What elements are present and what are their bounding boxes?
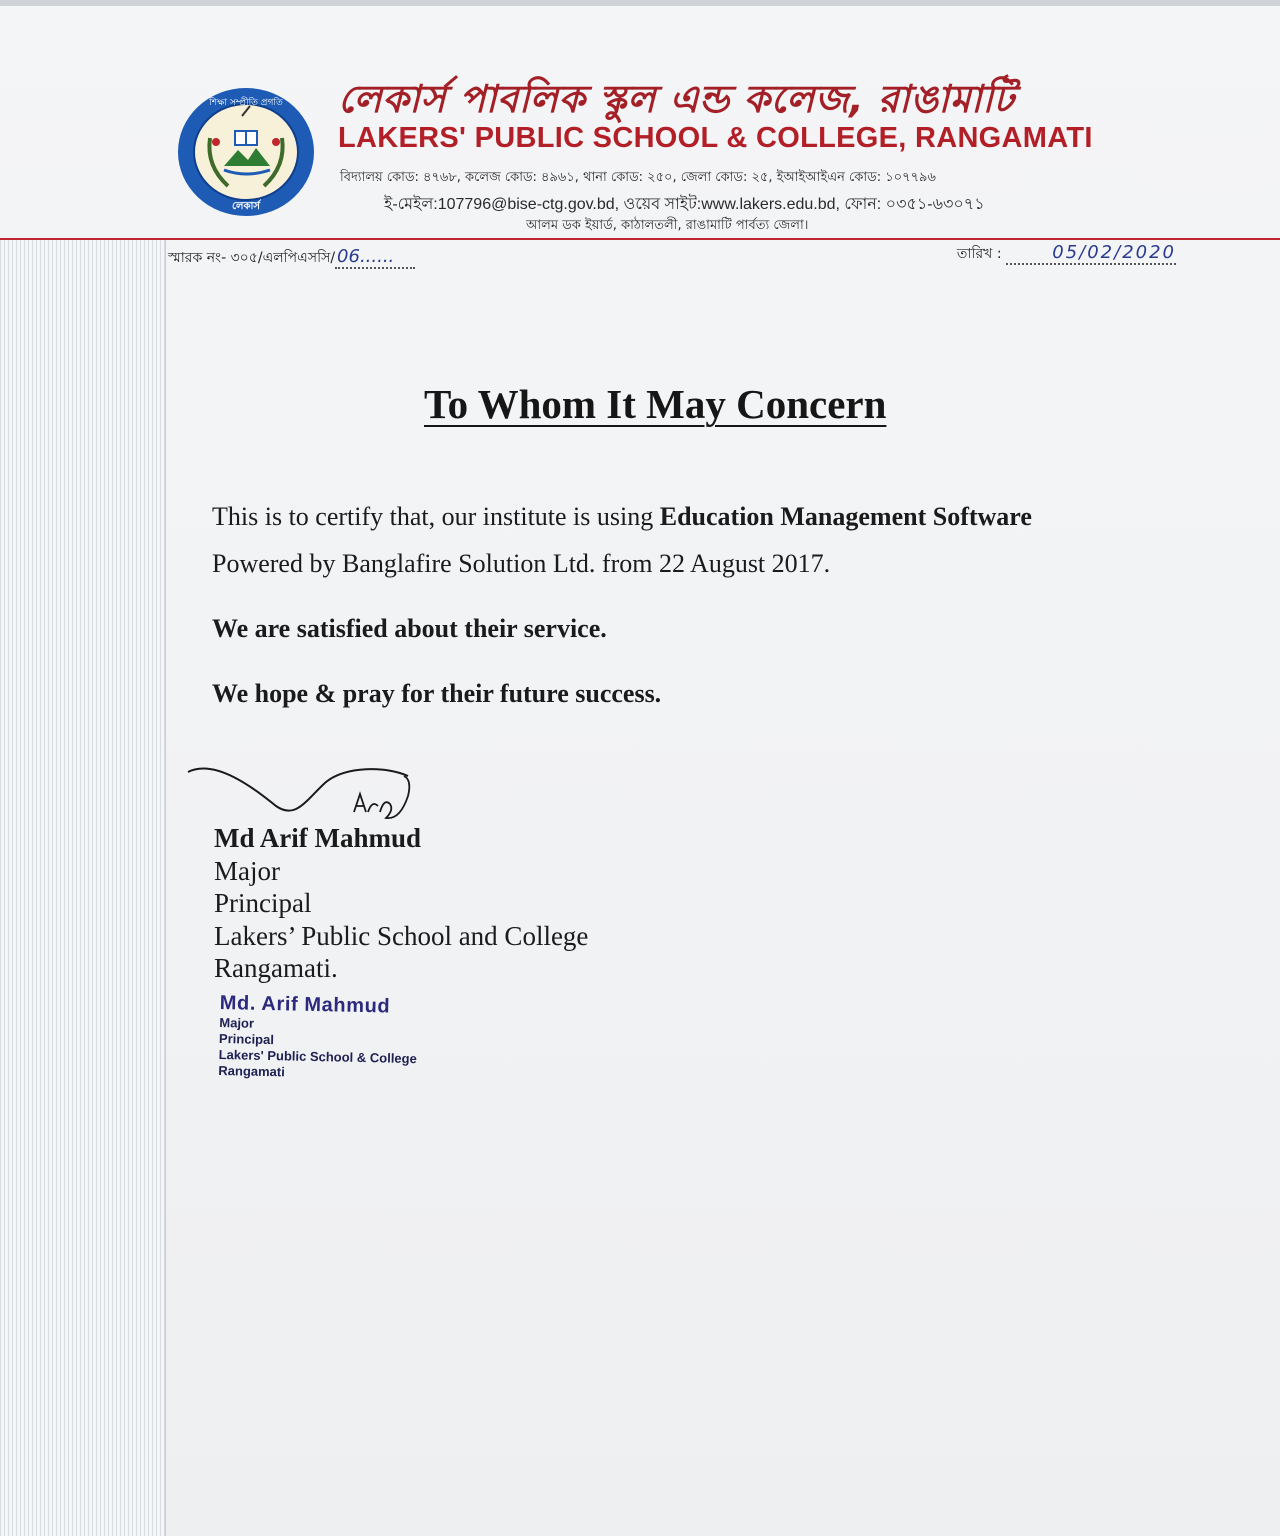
satisfaction-statement: We are satisfied about their service.	[212, 614, 607, 643]
stamp-rank: Major	[219, 1014, 255, 1031]
stamp-institution: Lakers' Public School & College	[218, 1046, 417, 1067]
logo-bottom-label: লেকার্স	[231, 201, 261, 212]
memo-number-value: 06	[337, 246, 360, 267]
date-reference	[957, 242, 1176, 266]
school-logo-icon	[176, 86, 316, 218]
school-name-english: LAKERS' PUBLIC SCHOOL & COLLEGE, RANGAMATI	[338, 122, 1093, 154]
official-stamp	[218, 992, 418, 1083]
memo-label: স্মারক নং- ৩০৫/এলপিএসসি/	[168, 250, 336, 266]
signatory-institution: Lakers’ Public School and College	[214, 920, 589, 951]
signatory-name: Md Arif Mahmud	[214, 823, 422, 853]
logo-motto: শিক্ষা সম্প্রীতি প্রগতি	[209, 98, 283, 108]
institution-codes: বিদ্যালয় কোড: ৪৭৬৮, কলেজ কোড: ৪৯৬১, থানা কোড: ২৫০, জেলা কোড: ২৫, ইআইআইএন কোড: ১০৭৭৯৬	[340, 170, 936, 185]
signatory-title: Principal	[214, 888, 312, 918]
left-margin-pattern	[0, 240, 166, 1536]
memo-number-dots: ......	[359, 246, 395, 267]
handwritten-signature	[186, 760, 436, 830]
certify-paragraph-line-1	[212, 502, 1172, 532]
stamp-name: Md. Arif Mahmud	[219, 992, 391, 1018]
memo-reference	[168, 246, 415, 270]
signatory-place: Rangamati.	[214, 953, 338, 983]
address-line: আলম ডক ইয়ার্ড, কাঠালতলী, রাঙামাটি পার্বত্য জেলা।	[526, 218, 809, 233]
stamp-place: Rangamati	[218, 1062, 285, 1080]
stamp-title: Principal	[218, 1030, 275, 1048]
header-divider	[0, 238, 1280, 240]
memo-number	[335, 246, 415, 269]
certify-text: This is to certify that, our institute is using	[212, 502, 660, 531]
wishes-statement: We hope & pray for their future success.	[212, 679, 662, 708]
certify-paragraph-line-2: Powered by Banglafire Solution Ltd. from 22 August 2017.	[212, 549, 831, 578]
date-label: তারিখ :	[956, 246, 1002, 262]
school-name-bangla: লেকার্স পাবলিক স্কুল এন্ড কলেজ, রাঙামাটি	[338, 77, 1015, 121]
date-value: 05/02/2020	[1006, 242, 1176, 265]
letter-heading: To Whom It May Concern	[424, 381, 887, 427]
signatory-rank: Major	[214, 855, 280, 886]
top-edge	[0, 0, 1280, 6]
software-name: Education Management Software	[659, 502, 1032, 531]
signatory-block	[214, 822, 588, 985]
contact-line: ই-মেইল:107796@bise-ctg.gov.bd, ওয়েব সাইট:www.lakers.edu.bd, ফোন: ০৩৫১-৬৩০৭১	[384, 196, 985, 213]
